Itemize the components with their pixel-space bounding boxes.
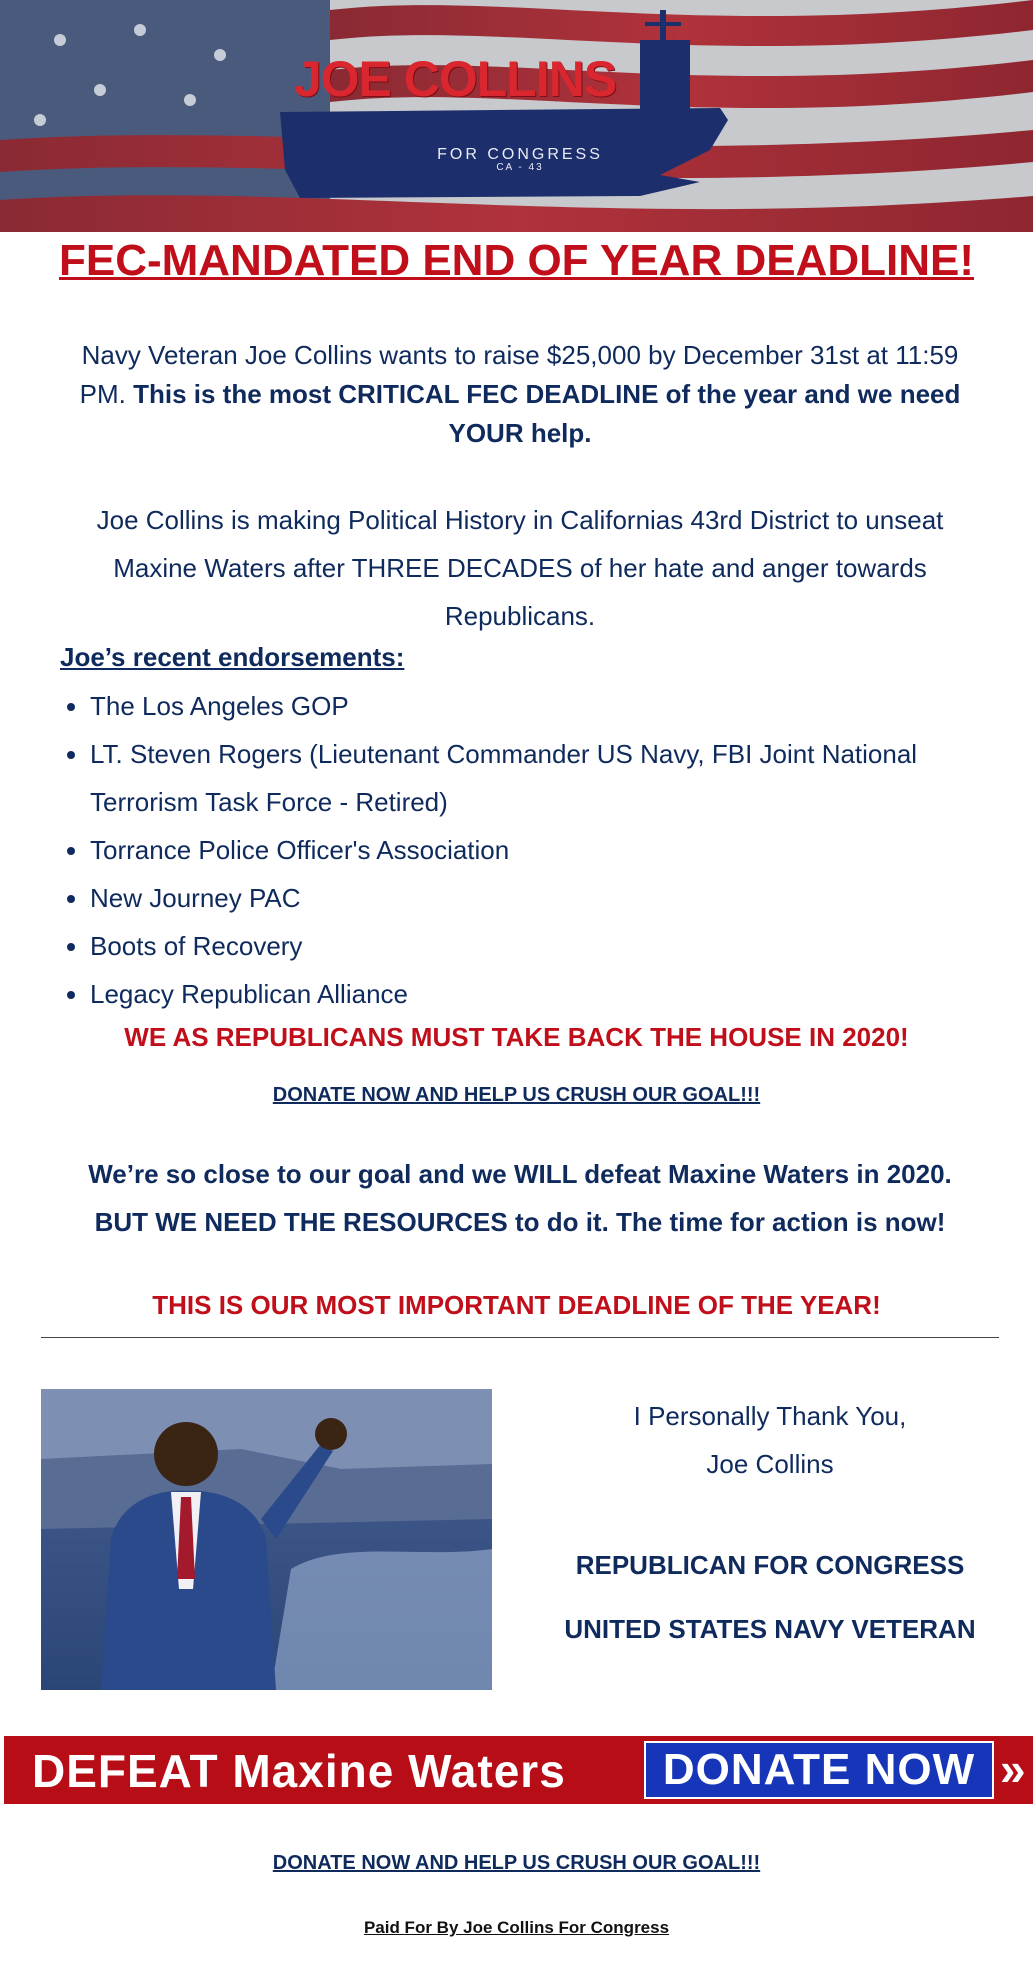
divider (41, 1337, 999, 1338)
thanks-line: I Personally Thank You, (633, 1401, 907, 1431)
list-item: • New Journey PAC (90, 874, 1010, 922)
flag-background (0, 0, 1033, 232)
donate-now-button[interactable]: DONATE NOW (644, 1741, 994, 1799)
history-paragraph: Joe Collins is making Political History in Californias 43rd District to unseat Maxine Waters after THREE DECADES of her hate and anger towards Republicans. (96, 505, 944, 631)
intro-paragraph (60, 336, 980, 453)
endorsements-list (58, 682, 1010, 1018)
intro-bold: This is the most CRITICAL FEC DEADLINE of the year and we need YOUR help. (133, 379, 961, 448)
double-chevron-icon: » (1000, 1743, 1026, 1795)
logo-name: JOE COLLINS (293, 51, 617, 107)
list-item: • LT. Steven Rogers (Lieutenant Commander US Navy, FBI Joint National Terrorism Task Force - Retired) (90, 730, 1010, 826)
list-item: • The Los Angeles GOP (90, 682, 1010, 730)
donate-link-bottom[interactable]: DONATE NOW AND HELP US CRUSH OUR GOAL!!! (272, 1852, 761, 1874)
donate-banner[interactable] (4, 1736, 1033, 1804)
list-item: • Torrance Police Officer's Association (90, 826, 1010, 874)
intro-plain: Navy Veteran Joe Collins wants to raise $25,000 by December 31st at 11:59 PM. (79, 340, 959, 409)
important-deadline-line: THIS IS OUR MOST IMPORTANT DEADLINE OF THE YEAR! (152, 1290, 881, 1320)
close-goal-line1: We’re so close to our goal and we WILL defeat Maxine Waters in 2020. (88, 1159, 952, 1189)
headline: FEC-MANDATED END OF YEAR DEADLINE! (58, 236, 975, 285)
signature-name: Joe Collins (706, 1449, 834, 1479)
paid-for-disclaimer[interactable]: Paid For By Joe Collins For Congress (363, 1918, 670, 1937)
list-item: • Boots of Recovery (90, 922, 1010, 970)
logo-district: CA - 43 (496, 162, 544, 173)
list-item: • Legacy Republican Alliance (90, 970, 1010, 1018)
title-republican: REPUBLICAN FOR CONGRESS (575, 1550, 965, 1580)
banner-defeat-text: DEFEAT Maxine Waters (32, 1745, 566, 1797)
candidate-illustration (41, 1389, 492, 1690)
take-back-house-line: WE AS REPUBLICANS MUST TAKE BACK THE HOUSE IN 2020! (124, 1022, 909, 1052)
endorsements-title: Joe’s recent endorsements: (60, 642, 405, 672)
title-navy-veteran: UNITED STATES NAVY VETERAN (564, 1614, 976, 1644)
candidate-photo (41, 1389, 492, 1690)
close-goal-line2: BUT WE NEED THE RESOURCES to do it. The time for action is now! (94, 1207, 946, 1237)
donate-link-top[interactable]: DONATE NOW AND HELP US CRUSH OUR GOAL!!! (272, 1084, 761, 1106)
close-goal-paragraph (40, 1150, 1000, 1246)
header-banner (0, 0, 1033, 232)
thanks-block (530, 1392, 1010, 1488)
logo-subtitle: FOR CONGRESS (437, 146, 603, 163)
